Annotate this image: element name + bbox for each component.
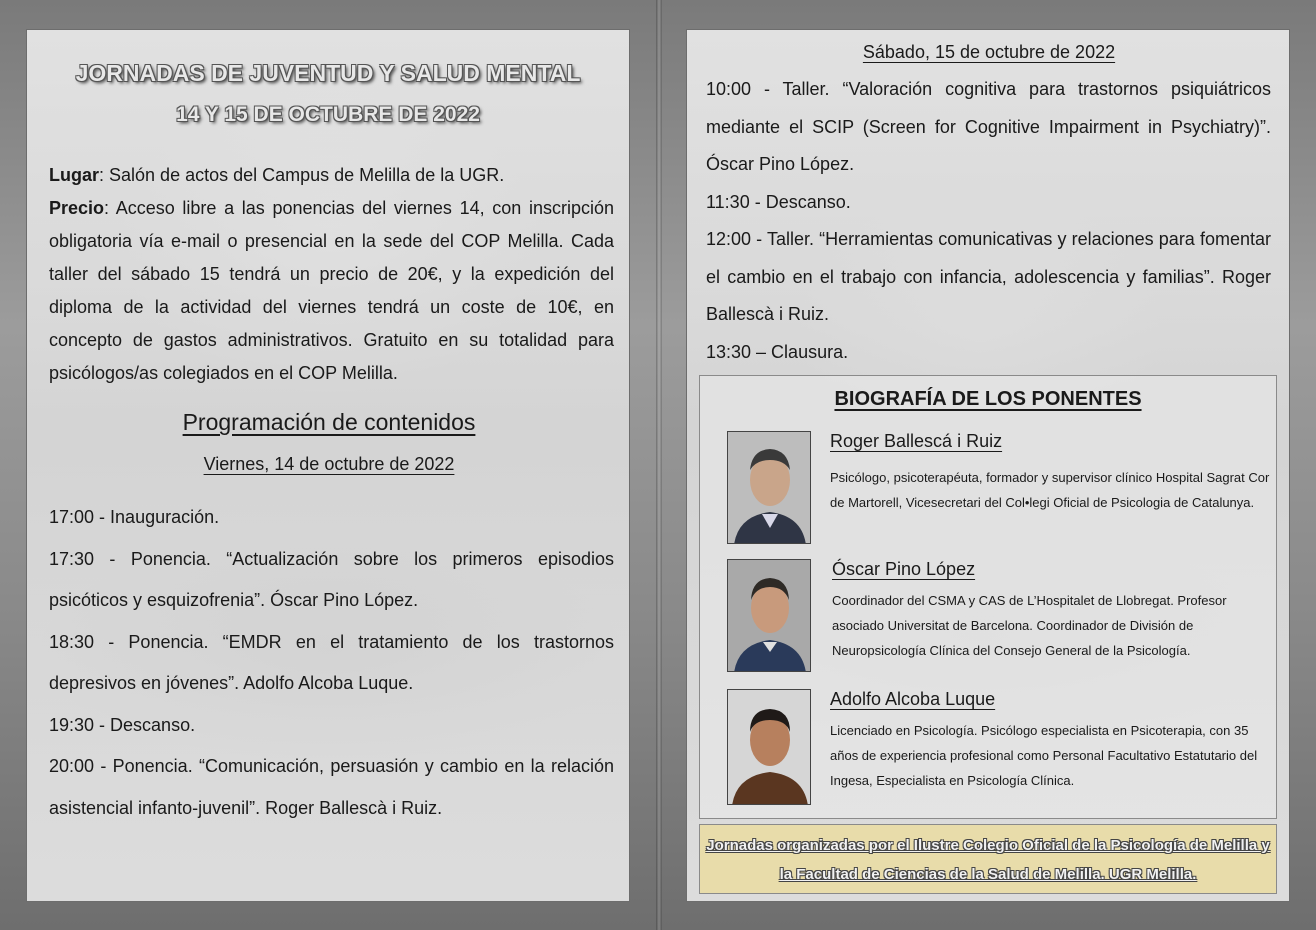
speaker-photo xyxy=(727,431,811,544)
venue-text: : Salón de actos del Campus de Melilla de la UGR. xyxy=(99,165,505,185)
schedule-item: 12:00 - Taller. “Herramientas comunicativas y relaciones para fomentar el cambio en el trabajo con infancia, adolescencia y familias”. Roger Ballescà i Ruiz. xyxy=(706,229,1271,324)
speakers-bio-box xyxy=(699,375,1277,819)
price-text: : Acceso libre a las ponencias del viernes 14, con inscripción obligatoria vía e-mail o presencial en la sede del COP Melilla. Cada taller del sábado 15 tendrá un precio de 20€, y la expedición del diploma de la actividad del viernes tendrá un coste de 10€, en concepto de gastos administrativos. Gratuito en su totalidad para psicólogos/as colegiados en el COP Melilla. xyxy=(49,198,614,383)
schedule-item: 19:30 - Descanso. xyxy=(49,714,196,735)
speaker-description: Psicólogo, psicoterapéuta, formador y supervisor clínico Hospital Sagrat Cor de Martorell, Vicesecretari del Col•legi Oficial de Psicologia de Catalunya. xyxy=(830,470,1270,510)
event-info xyxy=(49,159,614,390)
price-label: Precio xyxy=(49,198,105,218)
saturday-heading: Sábado, 15 de octubre de 2022 xyxy=(862,42,1116,62)
event-dates: 14 Y 15 DE OCTUBRE DE 2022 xyxy=(176,103,480,126)
organizers-line-2: la Facultad de Ciencias de la Salud de Melilla. UGR Melilla. xyxy=(779,866,1197,883)
schedule-item: 17:00 - Inauguración. xyxy=(49,507,220,527)
schedule-item: 20:00 - Ponencia. “Comunicación, persuasión y cambio en la relación asistencial infanto-juvenil”. Roger Ballescà i Ruiz. xyxy=(49,756,614,818)
price-line xyxy=(49,192,614,390)
event-title: JORNADAS DE JUVENTUD Y SALUD MENTAL xyxy=(75,60,581,86)
speaker-name: Óscar Pino López xyxy=(832,559,976,579)
organizers-footer xyxy=(699,824,1277,894)
schedule-item: 18:30 - Ponencia. “EMDR en el tratamiento de los trastornos depresivos en jóvenes”. Adolfo Alcoba Luque. xyxy=(49,631,614,693)
venue-line xyxy=(49,159,614,192)
schedule-item: 13:30 – Clausura. xyxy=(706,341,849,362)
friday-heading: Viernes, 14 de octubre de 2022 xyxy=(203,454,455,474)
organizers-line-1: Jornadas organizadas por el Ilustre Colegio Oficial de la Psicología de Melilla y xyxy=(706,837,1270,854)
speaker-photo xyxy=(727,559,811,672)
left-page xyxy=(26,29,630,902)
saturday-schedule xyxy=(706,71,1271,371)
speaker-description: Coordinador del CSMA y CAS de L’Hospitalet de Llobregat. Profesor asociado Universitat de Barcelona. Coordinador de División de Neuropsicología Clínica del Consejo General de la Psicología. xyxy=(832,593,1227,658)
program-title: Programación de contenidos xyxy=(182,409,476,435)
venue-label: Lugar xyxy=(49,165,100,185)
speaker-name: Adolfo Alcoba Luque xyxy=(830,689,996,709)
speaker-photo xyxy=(727,689,811,805)
speaker-name: Roger Ballescá i Ruiz xyxy=(830,431,1003,451)
schedule-item: 17:30 - Ponencia. “Actualización sobre los primeros episodios psicóticos y esquizofrenia”. Óscar Pino López. xyxy=(49,548,614,610)
right-page xyxy=(686,29,1290,902)
speaker-description: Licenciado en Psicología. Psicólogo especialista en Psicoterapia, con 35 años de experiencia profesional como Personal Facultativo Estatutario del Ingesa, Especialista en Psicología Clínica. xyxy=(830,723,1258,788)
page-fold xyxy=(656,0,662,930)
friday-schedule xyxy=(49,497,614,829)
bio-section-title: BIOGRAFÍA DE LOS PONENTES xyxy=(834,388,1142,410)
schedule-item: 11:30 - Descanso. xyxy=(706,191,851,212)
schedule-item: 10:00 - Taller. “Valoración cognitiva para trastornos psiquiátricos mediante el SCIP (Screen for Cognitive Impairment in Psychiatry)”. Óscar Pino López. xyxy=(706,79,1271,174)
